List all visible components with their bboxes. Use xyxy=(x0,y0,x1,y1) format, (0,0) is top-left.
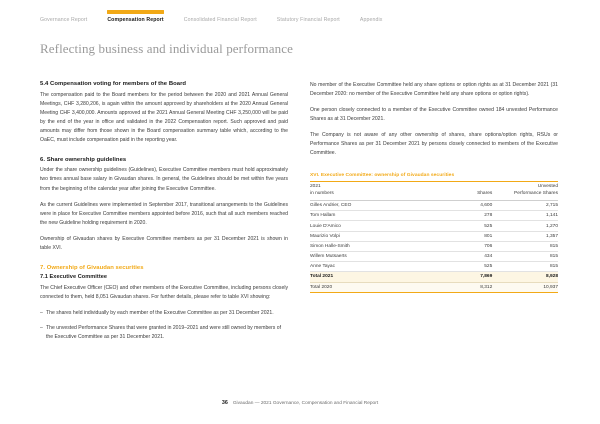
row-unvested: 815 xyxy=(492,262,558,272)
active-tab-marker xyxy=(107,10,163,14)
left-column xyxy=(40,81,288,348)
table-header-unvested xyxy=(492,181,558,200)
row-unvested: 2,715 xyxy=(492,201,558,211)
content-columns xyxy=(40,81,560,348)
table-row xyxy=(310,262,558,272)
header-unvested-line2: Performance Shares xyxy=(514,190,558,196)
nav-item-consolidated-financial-report[interactable] xyxy=(184,17,257,24)
table-header-row xyxy=(310,181,558,200)
table-header-name xyxy=(310,181,427,200)
section-5-4-heading: 5.4 Compensation voting for members of the Board xyxy=(40,81,187,87)
row-unvested: 1,357 xyxy=(492,231,558,241)
row-shares: 706 xyxy=(427,241,493,251)
section-7-1-paragraph: The Chief Executive Officer (CEO) and other members of the Executive Committee, including persons closely connected to them, held 8,051 Givaudan shares. For further details, please refer to table XVI showing: xyxy=(40,284,288,300)
nav-item-label: Appendix xyxy=(359,17,383,23)
total-shares: 7,869 xyxy=(427,272,493,282)
page-footer xyxy=(0,400,600,406)
nav-item-compensation-report[interactable] xyxy=(107,17,163,24)
table-body xyxy=(310,201,558,293)
right-column xyxy=(310,81,558,348)
section-5-4-paragraph: The compensation paid to the Board members for the period between the 2020 and 2021 Annual General Meetings, CHF 3,280,206, is again within the amount approved by shareholders at the 2020 Annual General Meeting CHF 3,400,000. Amounts approved at the 2021 Annual General Meeting CHF 3,250,000 will be paid by the end of the year in office and validated in the 2022 Compensation report. Such approved and paid amounts may differ from those shown in the Board compensation summary table which, according to the OaEC, must include compensation paid in the reporting year. xyxy=(40,91,288,143)
table-header-shares xyxy=(427,181,493,200)
header-unvested-line1: Unvested xyxy=(537,184,558,190)
row-name: Gilles Andrier, CEO xyxy=(310,201,427,211)
total-unvested: 10,937 xyxy=(492,282,558,292)
right-paragraph-1: No member of the Executive Committee held any share options or option rights as at 31 December 2021 (31 December 2020: no member of the Executive Committee held any share options or option rights). xyxy=(310,82,558,98)
total-label: Total 2021 xyxy=(310,272,427,282)
row-name: Anne Tayac xyxy=(310,262,427,272)
nav-item-label: Statutory Financial Report xyxy=(276,17,340,23)
row-unvested: 1,141 xyxy=(492,211,558,221)
row-shares: 525 xyxy=(427,221,493,231)
nav-item-appendix[interactable] xyxy=(360,17,383,24)
row-name: Maurizio Volpi xyxy=(310,231,427,241)
row-shares: 525 xyxy=(427,262,493,272)
table-total-row-2021 xyxy=(310,272,558,282)
page-title: Reflecting business and individual performance xyxy=(40,41,293,56)
row-name: Tom Hallam xyxy=(310,211,427,221)
section-7-1-subheading: 7.1 Executive Committee xyxy=(40,274,108,281)
header-blank xyxy=(427,184,493,191)
total-unvested: 8,928 xyxy=(492,272,558,282)
section-6-paragraph-1: Under the share ownership guidelines (Guidelines), Executive Committee members must hold approximately two times annual base salary in Givaudan shares. In general, the Guidelines should be met within five years from the beginning of the calendar year after joining the Executive Committee. xyxy=(40,167,288,192)
nav-item-governance-report[interactable] xyxy=(40,17,87,24)
right-paragraph-3: The Company is not aware of any other ownership of shares, share options/option rights, RSUs or Performance Shares as per 31 December 2021 by persons closely connected to members of the Executive Committee. xyxy=(310,132,558,157)
row-name: Willem Mutsaerts xyxy=(310,251,427,261)
row-name: Louie D'Amico xyxy=(310,221,427,231)
section-6-paragraph-3: Ownership of Givaudan shares by Executive Committee members as per 31 December 2021 is shown in table XVI. xyxy=(40,235,288,251)
right-paragraph-2: One person closely connected to a member of the Executive Committee owned 184 unvested Performance Shares as at 31 December 2021. xyxy=(310,107,558,123)
section-6-heading: 6. Share ownership guidelines xyxy=(40,156,127,163)
table-total-row-2020 xyxy=(310,282,558,292)
header-shares-label: Shares xyxy=(477,190,493,196)
table-row xyxy=(310,251,558,261)
row-shares: 278 xyxy=(427,211,493,221)
table-row xyxy=(310,231,558,241)
section-7-1-bullet-list xyxy=(40,309,288,342)
row-unvested: 1,270 xyxy=(492,221,558,231)
ownership-table xyxy=(310,181,558,293)
section-7-heading: 7. Ownership of Givaudan securities xyxy=(40,264,144,271)
table-caption: XVI. Executive Committee: ownership of Givaudan securities xyxy=(310,173,455,179)
section-6-paragraph-2: As the current Guidelines were implemented in September 2017, transitional arrangements to the Guidelines were in place for Executive Committee members appointed before 2016, such that all such members reached the new Guideline holding requirement in 2020. xyxy=(40,201,288,226)
total-shares: 8,312 xyxy=(427,282,493,292)
header-units: in numbers xyxy=(310,190,334,196)
row-unvested: 815 xyxy=(492,251,558,261)
table-row xyxy=(310,201,558,211)
row-shares: 4,600 xyxy=(427,201,493,211)
row-name: Simon Halle-Smith xyxy=(310,241,427,251)
row-shares: 801 xyxy=(427,231,493,241)
page-number: 36 xyxy=(221,400,228,406)
footer-text: Givaudan — 2021 Governance, Compensation and Financial Report xyxy=(232,401,379,406)
table-row xyxy=(310,241,558,251)
nav-item-label: Governance Report xyxy=(40,17,88,23)
nav-item-label: Compensation Report xyxy=(107,17,164,23)
section-navigation xyxy=(40,0,560,24)
row-shares: 434 xyxy=(427,251,493,261)
nav-item-statutory-financial-report[interactable] xyxy=(277,17,340,24)
list-item: – The shares held individually by each member of the Executive Committee as per 31 December 2021. xyxy=(40,309,288,318)
total-label: Total 2020 xyxy=(310,282,427,292)
table-row xyxy=(310,211,558,221)
header-year: 2021 xyxy=(310,184,321,190)
table-head xyxy=(310,181,558,200)
list-item: – The unvested Performance Shares that were granted in 2019–2021 and were still owned by members of the Executive Committee as per 31 December 2021. xyxy=(40,324,288,342)
row-unvested: 815 xyxy=(492,241,558,251)
table-row xyxy=(310,221,558,231)
nav-item-label: Consolidated Financial Report xyxy=(183,17,257,23)
